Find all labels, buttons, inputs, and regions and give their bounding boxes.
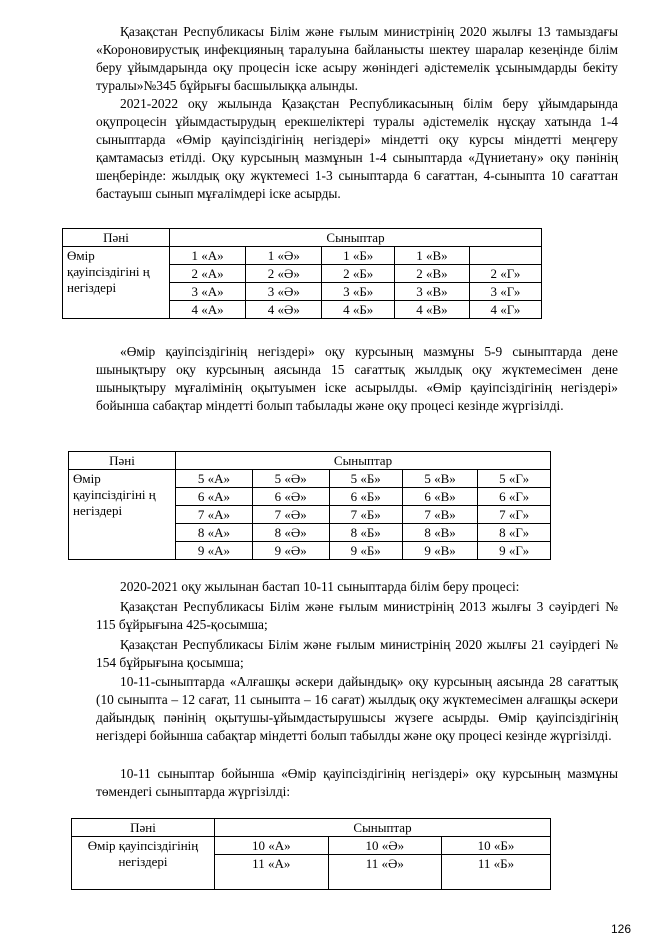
paragraph-military-training: 10-11-сыныптарда «Алғашқы әскери дайындық» оқу курсының аясында 28 сағаттық (10 сыныпта – 12 сағат, 11 сыныпта – 16 сағат) жылдық оқу жүктемесімен алғашқы әскери дайындық пәнінің оқытушы-ұйымдастырушысы жүзеге асырды. Өмір қауіпсіздігінің негіздері бойынша сабақтар міндетті болып табылды және оқу процесі кезінде жүргізілді.: [96, 674, 618, 743]
table-cell: 9 «Ә»: [252, 542, 329, 560]
table-cell: 3 «А»: [170, 283, 246, 301]
table-cell: 5 «В»: [402, 470, 477, 488]
paragraph-order-115: Қазақстан Республикасы Білім және ғылым министрінің 2013 жылғы 3 сәуірдегі № 115 бұйрығына 425-қосымша;: [96, 599, 618, 632]
table-cell: 10 «Ә»: [328, 837, 442, 855]
table-cell: 4 «Б»: [322, 301, 395, 319]
table-subject-cell: Өмір қауіпсіздігінің негіздері: [72, 837, 215, 890]
table-cell: 5 «Ә»: [252, 470, 329, 488]
table-row: [63, 247, 542, 265]
table-cell: 11 «Ә»: [328, 855, 442, 890]
table-cell: 8 «Б»: [329, 524, 402, 542]
table-subject-cell: Өмір қауіпсіздігіні ң негіздері: [63, 247, 170, 319]
table-row: [69, 470, 551, 488]
table-cell: 3 «Г»: [469, 283, 541, 301]
table-header-classes: Сыныптар: [170, 229, 542, 247]
paragraph-5-9-classes: «Өмір қауіпсіздігінің негіздері» оқу курсының мазмұны 5-9 сыныптарда дене шынықтыру оқу курсының аясында 15 сағаттық жылдық оқу жүктемесімен дене шынықтыру мұғалімінің оқытуымен іске асырылды. «Өмір қауіпсіздігінің негіздері» бойынша сабақтар міндетті болып табылады және оқу процесі кезінде жүргізілді.: [96, 344, 618, 413]
table-cell: 1 «А»: [170, 247, 246, 265]
table-subject-cell: Өмір қауіпсіздігіні ң негіздері: [69, 470, 176, 560]
classes-table-10-11: [71, 818, 551, 890]
table-cell: 6 «Б»: [329, 488, 402, 506]
table-cell: 2 «Б»: [322, 265, 395, 283]
table-cell: 7 «Г»: [478, 506, 551, 524]
table-cell: 7 «В»: [402, 506, 477, 524]
classes-table-5-9: [68, 451, 551, 560]
table-cell: 1 «Ә»: [246, 247, 322, 265]
table-cell: 1 «Б»: [322, 247, 395, 265]
table-header-classes: Сыныптар: [176, 452, 551, 470]
table-cell: 7 «Ә»: [252, 506, 329, 524]
table-cell: 1 «В»: [395, 247, 470, 265]
table-cell: 9 «В»: [402, 542, 477, 560]
table-cell: 8 «В»: [402, 524, 477, 542]
table-cell: 4 «Г»: [469, 301, 541, 319]
table-cell: 2 «Г»: [469, 265, 541, 283]
paragraph-order-345: Қазақстан Республикасы Білім және ғылым министрінің 2020 жылғы 13 тамыздағы «Короновирустық инфекцияның таралуына байланысты шектеу шаралар кезеңінде білім беру ұйымдарында оқу процесін іске асыру жөніндегі әдістемелік ұсынымдарды бекіту туралы»№345 бұйрығы басшылыққа алынды.: [96, 24, 618, 93]
classes-table-1-4: [62, 228, 542, 319]
table-cell: 7 «А»: [176, 506, 253, 524]
table-cell: 10 «А»: [215, 837, 329, 855]
table-cell: 8 «А»: [176, 524, 253, 542]
page-number: 126: [611, 922, 632, 936]
table-cell: 6 «Г»: [478, 488, 551, 506]
table-cell: 2 «В»: [395, 265, 470, 283]
table-cell: 5 «А»: [176, 470, 253, 488]
table-cell: 3 «Б»: [322, 283, 395, 301]
table-cell: [469, 247, 541, 265]
table-cell: 11 «А»: [215, 855, 329, 890]
table-header-subject: Пәні: [72, 819, 215, 837]
paragraph-2020-2021-intro: 2020-2021 оқу жылынан бастап 10-11 сыныптарда білім беру процесі:: [120, 579, 520, 594]
table-cell: 7 «Б»: [329, 506, 402, 524]
table-header-subject: Пәні: [63, 229, 170, 247]
table-cell: 2 «А»: [170, 265, 246, 283]
table-cell: 8 «Ә»: [252, 524, 329, 542]
paragraph-2021-2022: 2021-2022 оқу жылында Қазақстан Республикасының білім беру ұйымдарында оқупроцесін ұйымдастырудың ерекшеліктері туралы әдістемелік нұсқау хатында 1-4 сыныптарда «Өмір қауіпсіздігінің негіздері» міндетті оқу курсы міндетті меңгеру қамтамасыз етілді. Оқу курсының мазмұнын 1-4 сыныптарда «Дүниетану» оқу пәнінің шеңберінде: жылдық оқу жүктемесі 1-3 сыныптарда 6 сағаттан, 4-сыныпта 10 сағаттан бастауыш сынып мұғалімдері іске асырды.: [96, 96, 618, 201]
table-cell: 3 «Ә»: [246, 283, 322, 301]
table-cell: 5 «Г»: [478, 470, 551, 488]
paragraph-10-11-classes: 10-11 сыныптар бойынша «Өмір қауіпсіздігінің негіздері» оқу курсының мазмұны төмендегі сыныптарда жүргізілді:: [96, 766, 618, 799]
table-cell: 4 «Ә»: [246, 301, 322, 319]
table-cell: 4 «А»: [170, 301, 246, 319]
table-cell: 9 «Б»: [329, 542, 402, 560]
table-cell: 6 «В»: [402, 488, 477, 506]
table-header-subject: Пәні: [69, 452, 176, 470]
table-cell: 6 «А»: [176, 488, 253, 506]
table-cell: 11 «Б»: [442, 855, 551, 890]
table-cell: 4 «В»: [395, 301, 470, 319]
paragraph-order-154: Қазақстан Республикасы Білім және ғылым министрінің 2020 жылғы 21 сәуірдегі № 154 бұйрығына қосымша;: [96, 637, 618, 670]
table-row: [72, 837, 551, 855]
table-cell: 3 «В»: [395, 283, 470, 301]
table-header-classes: Сыныптар: [215, 819, 551, 837]
table-cell: 9 «Г»: [478, 542, 551, 560]
table-cell: 6 «Ә»: [252, 488, 329, 506]
table-cell: 9 «А»: [176, 542, 253, 560]
table-cell: 5 «Б»: [329, 470, 402, 488]
table-cell: 10 «Б»: [442, 837, 551, 855]
table-cell: 8 «Г»: [478, 524, 551, 542]
table-cell: 2 «Ә»: [246, 265, 322, 283]
